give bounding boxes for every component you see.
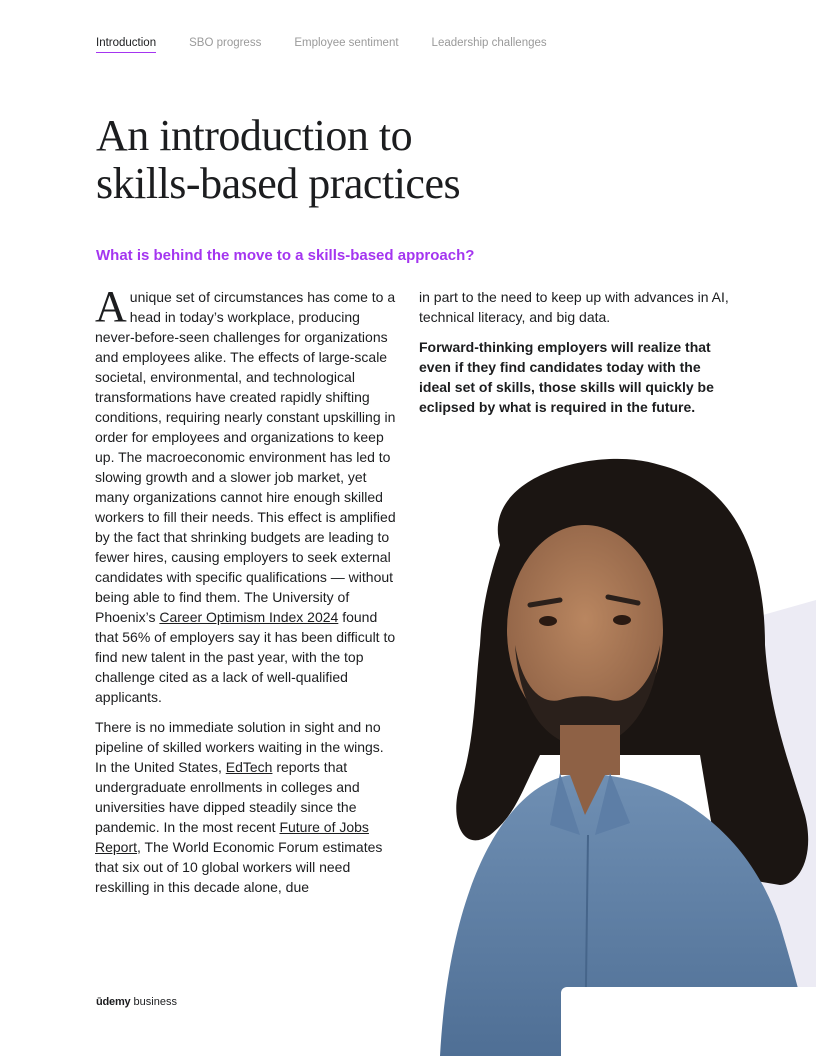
page-title <box>96 112 460 208</box>
eye-right <box>613 615 631 625</box>
paragraph-callout: Forward-thinking employers will realize that even if they find candidates today with the ideal set of skills, those skills will quickly be eclipsed by what is required in the future. <box>419 339 714 415</box>
paragraph-pipeline <box>95 717 399 897</box>
edtech-link[interactable]: EdTech <box>225 759 273 775</box>
title-line-1: An introduction to <box>96 111 413 160</box>
section-nav <box>96 37 547 53</box>
paragraph-text: unique set of circumstances has come to a head in today’s workplace, producing never-before-seen challenges for organizations and employees alike. The effects of large-scale societal, environmental, and technological transformations have created rapidly shifting conditions, requiring nearly constant upskilling in order for employees and organizations to keep up. The macroeconomic environment has led to slowing growth and a slower job market, yet many organizations cannot hire enough skilled workers to fill their needs. This effect is amplified by the fact that shrinking budgets are leading to fewer hires, causing employers to seek external candidates with specific qualifications — without being able to find them. The University of Phoenix’s <box>95 289 396 625</box>
eye-left <box>539 616 557 626</box>
neck <box>560 725 620 775</box>
tab-employee-sentiment[interactable]: Employee sentiment <box>294 37 399 49</box>
tab-introduction[interactable]: Introduction <box>96 37 156 53</box>
tab-leadership-challenges[interactable]: Leadership challenges <box>431 37 547 49</box>
title-line-2: skills-based practices <box>96 159 461 208</box>
career-optimism-index-link[interactable]: Career Optimism Index 2024 <box>159 609 339 625</box>
paragraph-intro <box>95 282 399 707</box>
udemy-logo: ūdemy <box>96 996 131 1008</box>
portrait-photo <box>420 455 816 1056</box>
body-column-left <box>95 282 399 907</box>
future-of-jobs-report-link[interactable]: Future of Jobs Report <box>95 819 369 855</box>
body-column-right <box>419 287 729 427</box>
section-subheading: What is behind the move to a skills-based approach? <box>96 247 475 264</box>
logo-suffix: business <box>130 996 177 1008</box>
paragraph-text: , The World Economic Forum estimates that six out of 10 global workers will need reskilling in this decade alone, due <box>95 839 383 895</box>
watermark-overlay <box>561 987 816 1056</box>
footer-logo <box>96 996 177 1008</box>
tab-sbo-progress[interactable]: SBO progress <box>189 37 262 49</box>
paragraph-text: found that 56% of employers say it has been difficult to find new talent in the past year, with the top challenge cited as a lack of well-qualified applicants. <box>95 609 396 705</box>
paragraph-continued: in part to the need to keep up with advances in AI, technical literacy, and big data. <box>419 289 729 325</box>
drop-cap: A <box>95 282 127 331</box>
paragraph-text: There is no immediate solution in sight and no pipeline of skilled workers waiting in the wings. In the United States, <box>95 719 384 775</box>
paragraph-text: reports that undergraduate enrollments in colleges and universities have dipped steadily since the pandemic. In the most recent <box>95 759 360 835</box>
portrait-illustration <box>420 455 816 1056</box>
